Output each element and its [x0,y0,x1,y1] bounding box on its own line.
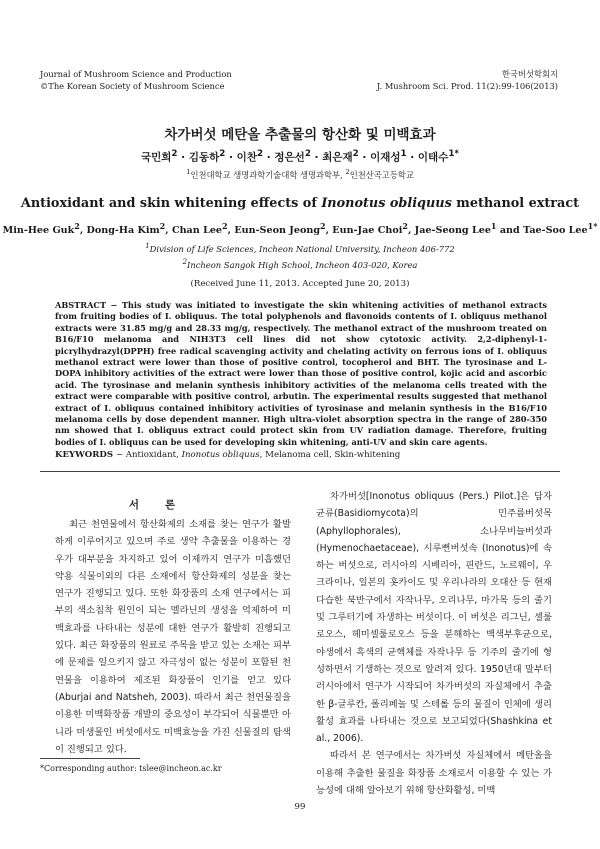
english-affiliation-2: $^2$Incheon Sangok High School, Incheon 403-020, Korea [182,258,418,270]
author-name: 최은재 [322,151,353,164]
page-number: 99 [294,802,306,812]
korean-affiliations: $^1$인천대학교 생명과학기술대학 생명과학부, $^2$인천산곡고등학교 [186,168,414,180]
species-name: Inonotus obliquus [321,196,452,211]
author-name: 국민희 [140,151,172,164]
english-affiliation-1: $^1$Division of Life Sciences, Incheon National University, Incheon 406-772 [145,242,455,254]
right-column [316,488,552,799]
journal-header-left [40,68,232,92]
korean-authors: 국민희$^2$ · 김동하$^2$ · 이찬$^2$ · 정은선$^2$ · 최은재$^2$ · 이재성$^1$ · 이태수$^{1*}$ [140,149,460,164]
abstract: ABSTRACT − This study was initiated to investigate the skin whitening activities of methanol extracts from fruiting bodies of I. obliquus. The total polyphenols and flavonoids contents of I. obliquus methanol extracts were 31.85 mg/g and 28.33 mg/g, respectively. The methanol extract of the mushroom treated on B16/F10 melanoma and NIH3T3 cell lines did not show cytotoxic activity. 2,2-diphenyl-1-picrylhydrazyl(DPPH) free radical scavenging activity and chelating activity on ferrous ions of I. obliquus methanol extract were lower than those of positive control, tocopherol and BHT. The tyrosinase and L-DOPA inhibitory activities of the extract were lower than those of positive control, kojic acid and ascorbic acid. The tyrosinase and melanin synthesis inhibitory activities of the melanoma cells treated with the extract were comparable with positive control, arbutin. The experimental results suggested that methanol extract of I. obliquus contained inhibitory activities of tyrosinase and melanin synthesis in the B16/F10 melanoma cells by dose dependent manner. High ultra-violet absorption spectra in the range of 280-350 nm showed that I. obliquus extract could protect skin from UV radiation damage. Therefore, fruiting bodies of I. obliquus can be used for developing skin whitening, anti-UV and skin care agents. [55,300,548,447]
keyword: Skin-whitening [334,450,401,460]
keyword: Antioxidant [125,450,177,460]
society-name: ©The Korean Society of Mushroom Science [40,81,225,91]
journal-name: Journal of Mushroom Science and Production [40,69,232,79]
author-name: 이찬 [236,151,257,164]
keywords: KEYWORDS − Antioxidant, Inonotus obliquus, Melanoma cell, Skin-whitening [55,450,401,460]
left-column [55,516,291,758]
section-heading: 서론 [128,499,202,511]
body-paragraph: 따라서 본 연구에서는 차가버섯 자실체에서 메탄올을 이용해 추출한 물질을 화장품 소재로서 이용할 수 있는 가능성에 대해 알아보기 위해 항산화활성, 미백 [316,750,552,797]
author-name: 이태수 [417,151,449,164]
abstract-label: ABSTRACT [55,300,107,310]
author-name: 이재성 [370,151,401,164]
received-dates: (Received June 11, 2013. Accepted June 20, 2013) [190,279,410,289]
keywords-label: KEYWORDS [55,450,114,460]
citation: J. Mushroom Sci. Prod. 11(2):99-106(2013) [376,81,558,91]
keyword: Melanoma cell [265,450,330,460]
author-name: 김동하 [188,151,220,164]
body-paragraph: 차가버섯[Inonotus obliquus (Pers.) Pilot.]은 담자균류(Basidiomycota)의 민주름버섯목(Aphyllophorales), 소나무비늘버섯과(Hymenochaetaceae), 시루뻔버섯속 (Inonotus)에 속하는 버섯으로, 러시아의 시베리아, 핀란드, 노르웨이, 우크라이나, 일본의 홋카이도 및 우리나라의 오대산 등 현재 다습한 북반구에서 자작나무, 오리나무, 마가목 등의 줄기 및 그루터기에 자생하는 버섯이다. 이 버섯은 리그닌, 셀룰로오스, 헤미셀룰로오스 등을 분해하는 백색부후균으로, 야생에서 흑색의 균핵체를 자작나무 등 기주의 줄기에 형성하면서 기생하는 것으로 알려져 있다. 1950년대 말부터 러시아에서 연구가 시작되어 차가버섯의 자실체에서 추출한 β-글루칸, 폴리페놀 및 스테롤 등의 물질이 인체에 생리활성 효과를 나타내는 것으로 보고되었다(Shashkina et al., 2006). [316,491,552,745]
footnote-divider [40,758,140,759]
corresponding-author-footnote: *Corresponding author: tslee@incheon.ac.kr [40,764,222,773]
author-name: 정은선 [274,151,305,164]
section-divider [40,471,560,472]
abstract-text: This study was initiated to investigate the skin whitening activities of methanol extracts from fruiting bodies of I. obliquus. The total polyphenols and flavonoids contents of I. obliquus methanol extracts were 31.85 mg/g and 28.33 mg/g, respectively. The methanol extract of the mushroom treated on B16/F10 melanoma and NIH3T3 cell lines did not show cytotoxic activity. 2,2-diphenyl-1-picrylhydrazyl(DPPH) free radical scavenging activity and chelating activity on ferrous ions of I. obliquus methanol extract were lower than those of positive control, tocopherol and BHT. The tyrosinase and L-DOPA inhibitory activities of the extract were lower than those of positive control, kojic acid and ascorbic acid. The tyrosinase and melanin synthesis inhibitory activities of the melanoma cells treated with the extract were comparable with positive control, arbutin. The experimental results suggested that methanol extract of I. obliquus contained inhibitory activities of tyrosinase and melanin synthesis in the B16/F10 melanoma cells by dose dependent manner. High ultra-violet absorption spectra in the range of 280-350 nm showed that I. obliquus extract could protect skin from UV radiation damage. Therefore, fruiting bodies of I. obliquus can be used for developing skin whitening, anti-UV and skin care agents. [55,300,548,447]
english-title: Antioxidant and skin whitening effects of Inonotus obliquus methanol extract [20,196,580,211]
journal-header-right [377,68,558,92]
korean-title: 차가버섯 메탄올 추출물의 항산화 및 미백효과 [164,127,436,143]
keyword: Inonotus obliquus [181,450,260,460]
body-paragraph: 최근 천연물에서 항산화제의 소재를 찾는 연구가 활발하게 이루어지고 있으며 주로 생약 추출물을 이용하는 경우가 대부분을 차지하고 있어 이제까지 연구가 미흡했던 약용 식물이외의 다른 소재에서 항산화제의 성분을 찾는 연구가 진행되고 있다. 또한 화장품의 소재 연구에서는 피부의 색소침착 원인이 되는 멜라닌의 생성을 억제하여 미백효과를 나타내는 성분에 대한 연구가 활발히 진행되고 있다. 최근 화장품의 원료로 주목을 받고 있는 소재는 피부에 문제를 일으키지 않고 자극성이 없는 성분이 포함된 천연물을 이용하여 제조된 화장품이 인기를 얻고 있다(Aburjai and Natsheh, 2003). 따라서 최근 천연물질을 이용한 미백화장품 개발의 중요성이 부각되어 식물뿐만 아니라 미생물인 버섯에서도 미백효능을 가진 신물질의 탐색이 진행되고 있다. [55,519,291,755]
english-authors: Min-Hee Guk$^2$, Dong-Ha Kim$^2$, Chan Lee$^2$, Eun-Seon Jeong$^2$, Eun-Jae Choi$^2$, Jae-Seong Lee$^1$ and Tae-Soo Lee$^{1*}$ [2,221,598,237]
journal-name-korean: 한국버섯학회지 [501,69,558,79]
